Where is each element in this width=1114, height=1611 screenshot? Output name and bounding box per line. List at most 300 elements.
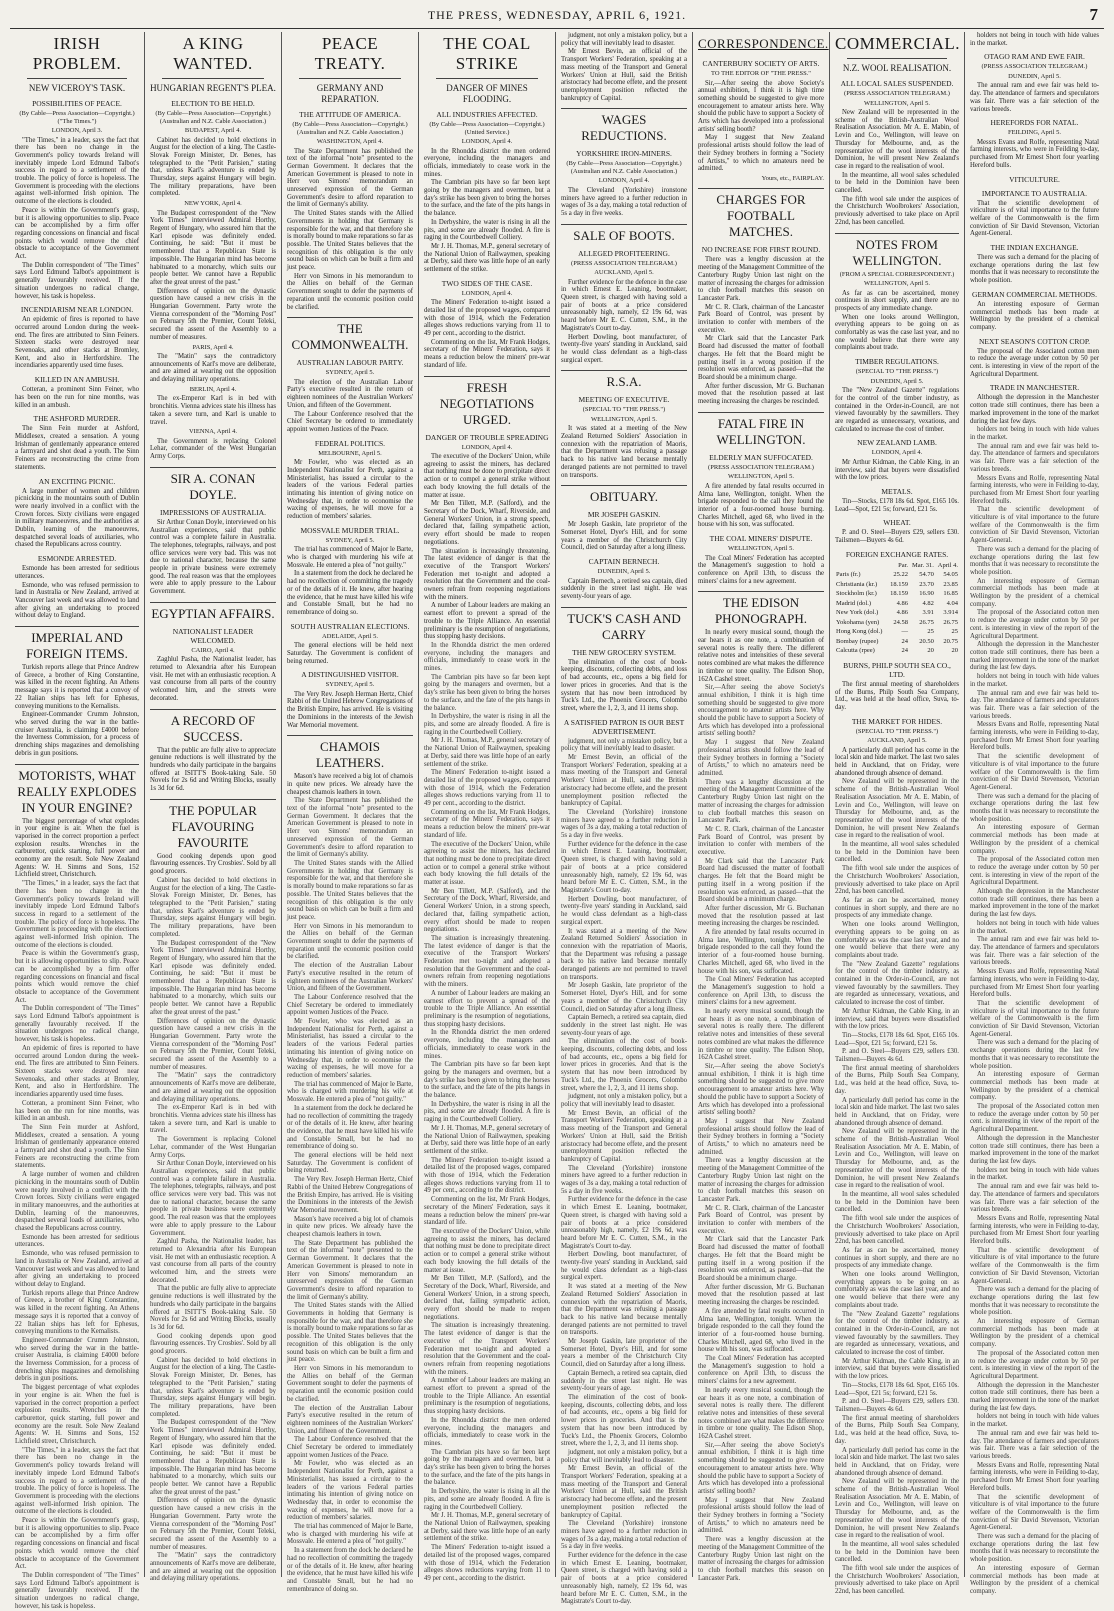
paragraph-continuation: Mr Ernest Bevin, an official of the Transport Workers' Federation, speaking at a mass meeting of the Transport and General Workers' Union at Hull, said the British aristocracy had become effete, and the present unemployment position reflected the bankruptcy of Capital. — [561, 1465, 687, 1519]
paragraph-continuation: Mason's have received a big lot of chamois in quite new prices. We already have the cheapest chamois leathers in town. — [287, 1215, 413, 1239]
paragraph: The "New Zealand Gazette" regulations for the control of the timber industry, as contained in the Order-in-Council, are not viewed favourably by the sawmillers. They are regarded as unnecessary, vexatious, and calculated to increase the cost of timber. — [835, 387, 959, 433]
headline-irish-problem: IRISH PROBLEM. — [32, 34, 122, 73]
dateline: LONDON, April 4. — [598, 177, 650, 185]
ad-tucks-text: The elimination of the cost of book-keeping, discounts, collecting debts, and loss of bad accounts, etc., opens a big field for lower prices in groceries. And that is the system that has now been introduced by Tuck's Ltd., the Phoenix Grocers, Colombo street, where the 1, 2, 3, and 11 items shop. — [561, 658, 687, 712]
table-header-cell — [835, 561, 887, 571]
paragraph-continuation: Mr J. H. Thomas, M.P., general secretary of the National Union of Railwaymen, speaking at Derby, said there was little hope of an early settlement of the strike. — [424, 1512, 550, 1543]
table-cell: 24 — [901, 647, 909, 655]
paragraph-continuation: Turkish reports allege that Prince Andrew of Greece, a brother of King Constantine, was killed in the recent fighting. An Athens message says it is reported that a convoy of 22 Italian ships has left for Ephesus, conveying munitions to the Kemalists. — [15, 1289, 139, 1336]
paragraph: Mr C. R. Clark, chairman of the Lancaster Park Board of Control, was present by invitation to confer with members of the executive. — [698, 303, 824, 334]
paragraph-continuation: Mr Ben Tillett, M.P. (Salford), and the Secretary of the Dock, Wharf, Riverside, and General Workers' Union, in a strong speech, declared that, failing sympathetic action, every effort should be made to reopen negotiations. — [424, 1275, 550, 1321]
column-4 — [419, 32, 556, 1582]
subhead: NEW VICEROY'S TASK. — [28, 83, 126, 93]
paragraph-continuation: Tin—Stocks, £178 18s 6d. Spot, £165 10s. Lead—Spot, £21 5s; forward, £21 5s. — [835, 1031, 959, 1047]
paragraph: A fire attended by fatal results occurred in Alma lane, Wellington, tonight. When the brigade responded to the call they found the interior of a four-roomed house burning. Charles Mitchell, aged 68, who lived in the house with his son, was suffocated. — [698, 482, 824, 529]
paragraph-continuation: The proposal of the Associated cotton men to reduce the average under cotton by 50 per cent. is interesting in view of the report of the Agricultural Department. — [970, 1103, 1099, 1134]
credit-line: (PRESS ASSOCIATION TELEGRAM.) — [571, 259, 677, 267]
credit-line: (By Cable—Press Association—Copyright.) ("The Times.") — [19, 110, 135, 125]
paragraph-continuation: The Cleveland (Yorkshire) ironstone miners have agreed to a further reduction in wages of 3s a day, making a total reduction of 5s a day in five weeks. — [561, 1520, 687, 1551]
section-headline-fatal-fire: FATAL FIRE IN WELLINGTON. — [698, 412, 824, 448]
table-row — [835, 608, 959, 618]
paragraph-continuation: The trial has commenced of Major le Barte, who is charged with murdering his wife at Mossvale. He entered a plea of "not guilty." — [287, 1523, 413, 1546]
paragraph: Sir,—After seeing the above Society's annual exhibition, I think it is high time something should be suggested to give more encouragement to amateur artists here. Why should the public have to support a Society of Arts which has developed into a professional artists' selling booth? — [698, 79, 824, 133]
subhead: POSSIBILITIES OF PEACE. — [32, 99, 122, 108]
table-cell: 24.58 — [893, 618, 909, 626]
paragraph-continuation: The "Matin" says the contradictory announcements of Karl's move are deliberate, and are aimed at wearing out the opposition and delaying military operations. — [150, 1072, 276, 1103]
paragraph: The general elections will be held next Saturday. The Government is confident of being returned. — [287, 642, 413, 665]
section-title: A DISTINGUISHED VISITOR. — [301, 670, 399, 680]
subhead: NO INCREASE FOR FIRST ROUND. — [701, 245, 821, 255]
paragraph: As far as can be ascertained, money continues in short supply, and there are no prospects of any immediate change. — [835, 289, 959, 312]
column-1 — [10, 32, 145, 1610]
paragraph-continuation: Messrs Evans and Rolfe, representing Natal farming interests, who were in Feilding to-day, purchased from Mr Ernest Short four yearling Hereford bulls. — [970, 721, 1099, 752]
credit-line: (By Cable—Press Association—Copyright.) (Australian and N.Z. Cable Association.) — [292, 121, 408, 136]
paragraph-continuation: Cabinet has decided to hold elections in August for the election of a king. The Castle-Slovak Foreign Minister, Dr. Benes, has telegraphed to the "Petit Parisien," stating that, unless Karl's adventure is ended by Thursday, steps against Hungary will begin. The military preparations, have been completed. — [150, 876, 276, 938]
paragraph: The first annual meeting of shareholders of the Burns, Philp South Sea Company, Ltd., was held at the head office, Suva, to-day. — [835, 680, 959, 711]
paragraph-continuation: Herr von Simons in his memorandum to the Allies on behalf of the German Government sought to defer the payments of reparation until the economic position could be clarified. — [287, 922, 413, 961]
paragraph-continuation: Esmonde has been arrested for seditious utterances. — [15, 1233, 139, 1249]
paragraph: P. and O. Steel—Buyers £29, sellers £30. Tailsmen—Buyers 4s 6d. — [835, 529, 959, 545]
section-title: THE ASHFORD MURDER. — [33, 414, 121, 424]
paragraph: Zaghlul Pasha, the Nationalist leader, has returned to Alexandria after his European visit. He met with an enthusiastic reception. A vast concourse from all parts of the country welcomed him, and the streets were decorated. — [150, 656, 276, 702]
paragraph: Cabinet has decided to hold elections in August for the election of a king. The Castle-Slovak Foreign Minister, Dr. Benes, has telegraphed to the "Petit Parisien," stating that, unless Karl's adventure is ended by Thursday, steps against Hungary will begin. The military preparations, have been completed. — [150, 136, 276, 198]
subhead: NATIONALIST LEADER WELCOMED. — [172, 626, 254, 645]
paragraph-continuation: Herbert Dowling, boot manufacturer, of twenty-five years' standing in Auckland, said he would class defendant as a high-class surgical expert. — [561, 1251, 687, 1282]
paragraph-continuation: Messrs Evans and Rolfe, representing Natal farming interests, who were in Feilding to-day, purchased from Mr Ernest Short four yearling Hereford bulls. — [970, 474, 1099, 505]
paragraph: Herbert Dowling, boot manufacturer, of twenty-five years' standing in Auckland, said he would class defendant as a high-class surgical expert. — [561, 333, 687, 364]
paragraph-continuation: The "Matin" says the contradictory announcements of Karl's move are deliberate, and are aimed at wearing out the opposition and delaying military operations. — [150, 1552, 276, 1583]
credit-line: (By Cable—Press Association—Copyright.) (United Service.) — [429, 121, 545, 136]
paragraph-continuation: As far as can be ascertained, money continues in short supply, and there are no prospects of any immediate change. — [835, 896, 959, 920]
paragraph-continuation: That the scientific development of viticulture is of vital importance to the future welfare of the Commonwealth is the firm conviction of Sir David Stevenson, Victorian Agent-General. — [970, 753, 1099, 791]
paragraph-continuation: An interesting exposure of German commercial methods has been made at Wellington by the president of a chemical company. — [970, 824, 1099, 855]
subhead: AUSTRALIAN LABOUR PARTY. — [296, 358, 404, 368]
table-cell: — — [901, 628, 909, 636]
paragraph-continuation: The biggest percentage of what explodes in your engine is air. When the fuel is vaporised in the correct proportion a perfect explosion results. Wrenches in the carburettor, quick starting, full power and economy are the result. Sole New Zealand Agents: W. H. Simms and Sons, 152 Lichfield street, Christchurch. — [15, 1384, 139, 1446]
paragraph-continuation: The Budapest correspondent of the "New York Times" interviewed Admiral Horthy, Regent of Hungary, who assured him that the Karl episode was definitely ended. Continuing, he said: "But it must be remembered that a Republican State is impossible. The Hungarian mind has become habituated to a monarchy, which suits our people better. We cannot have a Republic after the great unrest of the past." — [150, 1419, 276, 1496]
paragraph-continuation: Although the depression in the Manchester cotton trade still continues, there has been a marked improvement in the tone of the market during the last few days. — [970, 641, 1099, 672]
section-headline-conan-doyle: SIR A. CONAN DOYLE. — [150, 467, 276, 503]
paragraph: The United States stands with the Allied Governments in holding that Germany is responsible for the war, and that therefore she is morally bound to make reparations so far as possible. The United States believes that the recognition of this obligation is the only sound basis on which can be built a firm and just peace. — [287, 210, 413, 272]
ad-edison-text: In nearly every musical sound, though the ear hears it as one note, a combination of several notes is really there. The different relative notes and intensities of these several notes combined are what makes the difference in timbre or tone quality. The Edison Shop, 162A Cashel street. — [698, 629, 824, 683]
paragraph-continuation: When one looks around Wellington, everything appears to be going on as comfortably as was the case last year, and no one would believe that there were any complaints about trade. — [835, 921, 959, 959]
section-title: TIMBER REGULATIONS. — [855, 357, 939, 367]
section-title: BURNS, PHILP SOUTH SEA CO., LTD. — [843, 660, 951, 679]
paragraph-continuation: The Labour Conference resolved that the Chief Secretary be ordered to immediately appoint women Justices of the Peace. — [287, 993, 413, 1017]
column-5 — [556, 32, 693, 1606]
paragraph-continuation: There was such a demand for the placing of exchange operations during the last few months that it was necessary to reconstitute the whole position. — [970, 1286, 1099, 1317]
paragraph-continuation: In Derbyshire, the water is rising in all the pits, and some are already flooded. A fire is raging in the Courtbedwell Colliery. — [424, 713, 550, 736]
dateline: SYDNEY, April 5. — [325, 681, 375, 689]
table-cell: 3.91 — [922, 609, 934, 617]
paragraph-continuation: The proposal of the Associated cotton men to reduce the average under cotton by 50 per cent. is interesting in view of the report of the Agricultural Department. — [970, 609, 1099, 640]
paragraph: holders not being in touch with hide values in the market. — [970, 32, 1099, 47]
paragraph: The State Department has published the text of the informal "note" presented to the German Government. It declares that the American Government is pleased to note in Herr von Simons' memorandum an unreserved expression of the German Government's desire to afford reparation to the limit of Germany's ability. — [287, 147, 413, 209]
subhead: CANTERBURY SOCIETY OF ARTS. — [702, 59, 820, 68]
paragraph-continuation: The fifth wool sale under the auspices of the Christchurch Woolbrokers' Association, previously advertised to take place on April 22nd, has been cancelled. — [835, 1565, 959, 1596]
paragraph-continuation: The Miners' Federation to-night issued a detailed list of the proposed wages, compared with those of 1914, which the Federation alleges shows reductions varying from 11 to 49 per cent., according to the district. — [424, 769, 550, 808]
paragraph-continuation: Commenting on the list, Mr Frank Hodges, secretary of the Miners' Federation, says it means a reduction below the miners' pre-war standard of life. — [424, 808, 550, 839]
paragraph: The Cleveland (Yorkshire) ironstone miners have agreed to a further reduction in wages of 3s a day, making a total reduction of 5s a day in five weeks. — [561, 186, 687, 217]
dateline: SYDNEY, April 5. — [325, 369, 375, 377]
ad-chamois-title: CHAMOIS LEATHERS. — [287, 735, 413, 771]
paragraph-continuation: Sir,—After seeing the above Society's annual exhibition, I think it is high time something should be suggested to give more encouragement to amateur artists here. Why should the public have to support a Society of Arts which has developed into a professional artists' selling booth? — [698, 1063, 824, 1117]
ad-record-text: That the public are fully alive to appreciate genuine reductions is well illustrated by the hundreds who daily participate in the bargains offered at ISITT'S Book-taking Sale. 50 Novels for 2s 6d and Writing Blocks, usually 1s 3d for 6d. — [150, 746, 276, 793]
credit-line: (PRESS ASSOCIATION TELEGRAM.) — [708, 463, 814, 471]
paragraph: Peace is within the Government's grasp, but it is allowing opportunities to slip. Peace can be accomplished by a firm offer regarding concessions on financial and fiscal points which would remove the chief obstacle to acceptance of the Government Act. — [15, 206, 139, 261]
body-text-filler — [698, 684, 824, 1582]
section-title: FOREIGN EXCHANGE RATES. — [845, 549, 949, 559]
paragraph-continuation: An interesting exposure of German commercial methods has been made at Wellington by the president of a chemical company. — [970, 1071, 1099, 1102]
paragraph-continuation: In the Rhondda district the men ordered everyone, including the managers and officials, immediately to cease work in the mines. — [424, 1416, 550, 1447]
paragraph-continuation: Commenting on the list, Mr Frank Hodges, secretary of the Miners' Federation, says it means a reduction below the miners' pre-war standard of life. — [424, 1196, 550, 1227]
paragraph-continuation: Captain Bernech, a retired sea captain, died suddenly in the street last night. He was seventy-four years of age. — [561, 1369, 687, 1393]
paragraph-continuation: May I suggest that New Zealand professional artists should follow the lead of their Sydney brothers in forming a "Society of Artists," to which no amateurs need be admitted. — [698, 739, 824, 777]
paragraph-continuation: The proposal of the Associated cotton men to reduce the average under cotton by 50 per cent. is interesting in view of the report of the Agricultural Department. — [970, 1349, 1099, 1380]
paragraph-continuation: A number of Labour leaders are making an earnest effort to prevent a spread of the trouble to the Triple Alliance. An essential preliminary is the resumption of negotiations, thus stopping hasty decisions. — [424, 989, 550, 1028]
paragraph-continuation: In the meantime, all wool sales scheduled to be held in the Dominion have been cancelled. — [835, 1191, 959, 1214]
paragraph-continuation: Peace is within the Government's grasp, but it is allowing opportunities to slip. Peace can be accomplished by a firm offer regarding concessions on financial and fiscal points which would remove the chief obstacle to acceptance of the Government Act. — [15, 950, 139, 1004]
section-title: METALS. — [881, 487, 913, 496]
paragraph-continuation: In the meantime, all wool sales scheduled to be held in the Dominion have been cancelled. — [835, 841, 959, 864]
paragraph-continuation: The United States stands with the Allied Governments in holding that Germany is responsible for the war, and that therefore she is morally bound to make reparations so far as possible. The United States believes that the recognition of this obligation is the only sound basis on which can be built a firm and just peace. — [287, 860, 413, 921]
paragraph: The election of the Australian Labour Party's executive resulted in the return of eighteen nominees of the Australian Workers' Union, and fifteen of the Government. — [287, 378, 413, 409]
paragraph-continuation: Good cooking depends upon good flavouring essences. Try Crosbies'. Sold by all good grocers. — [150, 1332, 276, 1356]
paragraph: An epidemic of fires is reported to have occurred around London during the week-end. The fires are attributed to Sinn Feiners. Sixteen stacks were destroyed near Sevenoaks, and other stacks at Bromley, Kent, and also in Hertfordshire. The incendiaries apparently used time fuses. — [15, 316, 139, 370]
paragraph-continuation: That the scientific development of viticulture is of vital importance to the future welfare of the Commonwealth is the firm conviction of Sir David Stevenson, Victorian Agent-General. — [970, 1493, 1099, 1532]
paragraph-continuation: holders not being in touch with hide values in the market. — [970, 673, 1099, 688]
dateline: DUNEDIN, April 5. — [597, 568, 651, 576]
credit-line: TO THE EDITOR OF "THE PRESS." — [711, 70, 811, 77]
paragraph-continuation: The general elections will be held next Saturday. The Government is confident of being returned. — [287, 1152, 413, 1175]
ad-motorists-text: The biggest percentage of what explodes in your engine is air. When the fuel is vaporised in the correct proportion a perfect explosion results. Wrenches in the carburettor, quick starting, full power and economy are the result. Sole New Zealand Agents: W. H. Simms and Sons, 152 Lichfield street, Christchurch. — [15, 817, 139, 879]
paragraph-continuation: Further evidence for the defence in the case in which Ernest E. Leaning, bootmaker, Queen street, is charged with having sold a pair of boots at a price considered unreasonably high, namely, £2 19s 6d, was heard before Mr E. C. Cutten, S.M., in the Magistrate's Court to-day. — [561, 1552, 687, 1606]
paragraph-continuation: The ex-Emperor Karl is in bed with bronchitis. Vienna advices state his illness has taken a severe turn, and Karl is unable to travel. — [150, 1104, 276, 1135]
dateline: BUDAPEST, April 4. — [184, 127, 242, 134]
paragraph: Turkish reports allege that Prince Andrew of Greece, a brother of King Constantine, was killed in the recent fighting. An Athens message says it is reported that a convoy of 22 Italian ships has left for Ephesus, conveying munitions to the Kemalists. — [15, 664, 139, 710]
subhead: IMPORTANCE TO AUSTRALIA. — [981, 188, 1088, 198]
section-title: VITICULTURE. — [1009, 174, 1060, 184]
paragraph-continuation: A particularly dull period has come in the local skin and hide market. The last two sales held in Auckland, that on Friday, were abandoned through absence of demand. — [835, 1096, 959, 1127]
headline-coal-strike: THE COAL STRIKE — [443, 34, 531, 73]
table-row — [835, 589, 959, 599]
paragraph-continuation: The situation is increasingly threatening. The latest evidence of danger is that the executive of the Transport Workers' Federation met to-night and adopted a resolution that the Government and the coal-owners refrain from reopening negotiations with the miners. — [424, 1322, 550, 1376]
paragraph-continuation: Sir,—After seeing the above Society's annual exhibition, I think it is high time something should be suggested to give more encouragement to amateur artists here. Why should the public have to support a Society of Arts which has developed into a professional artists' selling booth? — [698, 684, 824, 738]
paragraph: Tin—Stocks, £178 18s 6d. Spot, £165 10s. Lead—Spot, £21 5s; forward, £21 5s. — [835, 498, 959, 513]
paragraph: Mr Arthur Kidman, the Cable King, in an interview, said that buyers were dissatisfied with the low prices. — [835, 458, 959, 482]
paragraph: Esmonde has been arrested for seditious utterances. — [15, 565, 139, 580]
headline-correspondence: CORRESPONDENCE. — [698, 36, 829, 51]
subhead: DANGER OF TROUBLE SPREADING — [425, 432, 549, 442]
paragraph-continuation: New Zealand will be represented in the scheme of the British-Australian Wool Realisation Association. Mr A. E. Mabin, of Levin and Co., Wellington, will leave on Thursday for Melbourne, and, as the representative of the wool interests of the Dominion, he will present New Zealand's case in regard to the realisation of wool. — [835, 1128, 959, 1190]
table-row — [835, 599, 959, 609]
subhead: THE ATTITUDE OF AMERICA. — [299, 110, 401, 119]
subhead: ALL LOCAL SALES SUSPENDED. — [840, 79, 954, 88]
paragraph-continuation: That the scientific development of viticulture is of vital importance to the future welfare of the Commonwealth is the firm conviction of Sir David Stevenson, Victorian Agent-General. — [970, 999, 1099, 1038]
credit-line: (PRESS ASSOCIATION TELEGRAM.) — [844, 90, 950, 97]
paragraph-continuation: Peace is within the Government's grasp, but it is allowing opportunities to slip. Peace can be accomplished by a firm offer regarding concessions on financial and fiscal points which would remove the chief obstacle to acceptance of the Government Act. — [15, 1517, 139, 1571]
dateline: PARIS, April 4. — [192, 343, 234, 351]
paragraph-continuation: Differences of opinion on the dynastic question have caused a new crisis in the Hungarian Government. Party wrote the Vienna correspondent of the "Morning Post" on February 5th the Premier, Count Teleki, secured the assent of the Assembly to a number of measures. — [150, 1017, 276, 1071]
paragraph-continuation: A particularly dull period has come in the local skin and hide market. The last two sales held in Auckland, that on Friday, were abandoned through absence of demand. — [835, 1446, 959, 1477]
body-text-filler — [287, 797, 413, 1593]
paragraph-continuation: The first annual meeting of shareholders of the Burns, Philp South Sea Company, Ltd., was held at the head office, Suva, to-day. — [835, 1064, 959, 1095]
table-header-cell: Par. — [898, 561, 909, 569]
dateline: CAIRO, April 4. — [191, 646, 235, 654]
paragraph-continuation: judgment, not only a mistaken policy, but a policy that will inevitably lead to disaster. — [561, 1448, 687, 1464]
paragraph: The Very Rev. Joseph Herman Hertz, Chief Rabbi of the United Hebrew Congregations of the British Empire, has arrived. He is visiting the Dominions in the interests of the Jewish War Memorial movement. — [287, 690, 413, 729]
paragraph-continuation: The Cambrian pits have so far been kept going by the managers and overmen, but a day's strike has been given to bring the horses to the surface, and the fate of the pits hangs in the balance. — [424, 1448, 550, 1487]
paragraph-continuation: An epidemic of fires is reported to have occurred around London during the week-end. The fires are attributed to Sinn Feiners. Sixteen stacks were destroyed near Sevenoaks, and other stacks at Bromley, Kent, and also in Hertfordshire. The incendiaries apparently used time fuses. — [15, 1044, 139, 1099]
paragraph-continuation: Messrs Evans and Rolfe, representing Natal farming interests, who were in Feilding to-day, purchased from Mr Ernest Short four yearling Hereford bulls. — [970, 968, 1099, 999]
paragraph: Mr J. H. Thomas, M.P., general secretary of the National Union of Railwaymen, speaking at Derby, said there was little hope of an early settlement of the strike. — [424, 242, 550, 274]
paragraph: In Derbyshire, the water is rising in all the pits, and some are already flooded. A fire is raging in the Courtbedwell Colliery. — [424, 218, 550, 242]
ad-tucks-subtitle: THE NEW GROCERY SYSTEM. — [572, 647, 676, 657]
paragraph-continuation: It was stated at a meeting of the New Zealand Returned Soldiers' Association in connexion with the repatriation of Maoris, that the Department was refusing a passage back to his native land because mentally deranged patients are not permitted to travel on transports. — [561, 927, 687, 981]
paragraph-continuation: There was such a demand for the placing of exchange operations during the last few months that it was necessary to reconstitute the whole position. — [970, 1039, 1099, 1070]
paragraph-continuation: The fifth wool sale under the auspices of the Christchurch Woolbrokers' Association, previously advertised to take place on April 22nd, has been cancelled. — [835, 865, 959, 896]
paragraph-continuation: The executive of the Dockers' Union, while agreeing to assist the miners, has declared that nothing must be done to precipitate direct action or to compel a general strike without each body knowing the full details of the matter at issue. — [424, 840, 550, 887]
table-header-cell: Mar. 31. — [912, 561, 934, 569]
paragraph: The Cambrian pits have so far been kept going by the managers and overmen, but a day's strike has been given to bring the horses to the surface, and the fate of the pits hangs in the balance. — [424, 179, 550, 218]
paragraph-continuation: Mr Arthur Kidman, the Cable King, in an interview, said that buyers were dissatisfied with the low prices. — [835, 1007, 959, 1031]
paragraph-continuation: The annual ram and ewe fair was held to-day. The attendance of farmers and speculators was fair. There was a fair selection of the various breeds. — [970, 1183, 1099, 1214]
paragraph-continuation: Mr Fowler, who was elected as an Independent Nationalist for Perth, against a Ministerialist, has issued a circular to the leaders of the various Federal parties intimating his intention of giving notice on Wednesday that, in order to economise the waxing of expenses, he will move for a reduction of members' salaries. — [287, 1460, 413, 1522]
dateline: AUCKLAND, April 5. — [867, 737, 927, 745]
paragraph-continuation: There was a lengthy discussion at the meeting of the Management Committee of the Canterbury Rugby Union last night on the matter of increasing the charges for admission to club football matches this season on Lancaster Park. — [698, 778, 824, 825]
paragraph-continuation: The Coal Miners' Federation has accepted the Management's suggestion to hold a conference on April 13th, to discuss the miners' claims for a new agreement. — [698, 1355, 824, 1386]
paragraph-continuation: The Sinn Fein murder at Ashford, Middlesex, created a sensation. A young Irishman of gentlemanly appearance entered a farmyard and shot dead a youth. The Sinn Feiners are reconstructing the crime from statements. — [15, 1123, 139, 1170]
paragraph-continuation: Mr Arthur Kidman, the Cable King, in an interview, said that buyers were dissatisfied with the low prices. — [835, 1357, 959, 1381]
section-headline-egyptian: EGYPTIAN AFFAIRS. — [150, 602, 276, 622]
paragraph-continuation: In nearly every musical sound, though the ear hears it as one note, a combination of several notes is really there. The different relative notes and intensities of these several notes combined are what makes the difference in timbre or tone quality. The Edison Shop, 162A Cashel street. — [698, 1386, 824, 1441]
paragraph-continuation: Engineer-Commander Crumm Johnston, who served during the war in the battle-cruiser Australia, is claiming £4000 before the Inverness Commission, for a process of drenching ships magazines and demolishing debris in gun positions. — [15, 1336, 139, 1383]
ad-motorists-title: MOTORISTS, WHAT REALLY EXPLODES IN YOUR ENGINE? — [15, 764, 139, 816]
paragraph-continuation: The Miners' Federation to-night issued a detailed list of the proposed wages, compared with those of 1914, which the Federation alleges shows reductions varying from 11 to 49 per cent., according to the district. — [424, 1544, 550, 1582]
table-cell: 24 — [901, 637, 909, 645]
table-cell: Paris (fr.) — [836, 571, 861, 579]
paragraph: Messrs Evans and Rolfe, representing Natal farming interests, who were in Feilding to-day, purchased from Mr Ernest Short four yearling Hereford bulls. — [970, 138, 1099, 169]
dateline: WELLINGTON, April 5. — [728, 473, 794, 481]
paragraph-continuation: Mr J. H. Thomas, M.P., general secretary of the National Union of Railwaymen, speaking at Derby, said there was little hope of an early settlement of the strike. — [424, 737, 550, 768]
paragraph-continuation: Cotteran, a prominent Sinn Feiner, who has been on the run for nine months, was killed in an ambush. — [15, 1099, 139, 1123]
paragraph-continuation: Mr Ernest Bevin, an official of the Transport Workers' Federation, speaking at a mass meeting of the Transport and General Workers' Union at Hull, said the British aristocracy had become effete, and the present unemployment position reflected the bankruptcy of Capital. — [561, 1109, 687, 1163]
section-headline-commonwealth: THE COMMONWEALTH. — [287, 317, 413, 353]
paragraph: The Government is replacing Colonel Lehar, commander of the West Hungarian Army Corps. — [150, 437, 276, 461]
credit-line: (SPECIAL TO "THE PRESS.") — [582, 406, 666, 414]
table-cell: 25 — [951, 628, 958, 636]
table-cell: 16.90 — [919, 590, 934, 598]
paragraph-continuation: That the scientific development of viticulture is of vital importance to the future welfare of the Commonwealth is the firm conviction of Sir David Stevenson, Victorian Agent-General. — [970, 506, 1099, 545]
dateline: WELLINGTON, April 5. — [591, 415, 657, 423]
table-header-cell: April 4. — [937, 561, 958, 569]
dateline: LONDON, April 4. — [871, 449, 923, 457]
paragraph-continuation: Mr Clark said that the Lancaster Park Board had discussed the matter of football charges. He felt that the Board might be putting itself in a wrong position if the resolution was enforced, as passed—that the Board should be a minimum charge. — [698, 1236, 824, 1282]
section-title: INCENDIARISM NEAR LONDON. — [20, 305, 134, 315]
paragraph-continuation: In nearly every musical sound, though the ear hears it as one note, a combination of several notes is really there. The different relative notes and intensities of these several notes combined are what makes the difference in timbre or tone quality. The Edison Shop, 162A Cashel street. — [698, 1008, 824, 1062]
paragraph: An interesting exposure of German commercial methods has been made at Wellington by the president of a chemical company. — [970, 300, 1099, 331]
paragraph-continuation: A fire attended by fatal results occurred in Alma lane, Wellington, tonight. When the brigade responded to the call they found the interior of a four-roomed house burning. Charles Mitchell, aged 68, who lived in the house with his son, was suffocated. — [698, 1307, 824, 1354]
credit-line: (By Cable—Press Association—Copyright.) (Australian and N.Z. Cable Association.) — [566, 160, 682, 175]
paragraph: In the Rhondda district the men ordered everyone, including the managers and officials, immediately to cease work in the mines. — [424, 147, 550, 178]
paragraph-continuation: In a statement from the dock he declared he had no recollection of committing the tragedy or of the details of it. He knew, after hearing the evidence, that he must have killed his wife and Constable Small, but he had no remembrance of doing so. — [287, 1104, 413, 1151]
paragraph-continuation: The situation is increasingly threatening. The latest evidence of danger is that the executive of the Transport Workers' Federation met to-night and adopted a resolution that the Government and the coal-owners refrain from reopening negotiations with the miners. — [424, 934, 550, 989]
paragraph: Captain Bernech, a retired sea captain, died suddenly in the street last night. He was seventy-four years of age. — [561, 577, 687, 601]
paragraph-continuation: The elimination of the cost of book-keeping, discounts, collecting debts, and loss of bad accounts, etc., opens a big field for lower prices in groceries. And that is the system that has now been introduced by Tuck's Ltd., the Phoenix Grocers, Colombo street, where the 1, 2, 3, and 11 items shop. — [561, 1394, 687, 1448]
dateline: WELLINGTON, April 5. — [864, 99, 930, 107]
paragraph: May I suggest that New Zealand professional artists should follow the lead of their Sydney brothers in forming a "Society of Artists," to which no amateurs need be admitted. — [698, 134, 824, 173]
paragraph-continuation: As far as can be ascertained, money continues in short supply, and there are no prospects of any immediate change. — [835, 1246, 959, 1270]
paragraph-continuation: Messrs Evans and Rolfe, representing Natal farming interests, who were in Feilding to-day, purchased from Mr Ernest Short four yearling Hereford bulls. — [970, 1214, 1099, 1246]
paragraph: A number of Labour leaders are making an earnest effort to prevent a spread of the trouble to the Triple Alliance. An essential preliminary is the resumption of negotiations, thus stopping hasty decisions. — [424, 602, 550, 641]
paragraph-continuation: Esmonde, who was refused permission to land in Australia or New Zealand, arrived at Vancouver last week and was allowed to land after giving an undertaking to proceed without delay to England. — [15, 1250, 139, 1288]
paragraph-continuation: A large number of women and children picnicking in the mountains south of Dublin were nearly involved in a conflict with the Crown forces. Sixty civilians were engaged in military manoeuvres, and the authorities at Dublin, learning of the manoeuvres, despatched several loads of auxiliaries, who chased the Republicans across country. — [15, 1171, 139, 1233]
dateline: DUNEDIN, April 5. — [1008, 72, 1061, 80]
paragraph-continuation: That the public are fully alive to appreciate genuine reductions is well illustrated by the hundreds who daily participate in the bargains offered at ISITT'S Book-taking Sale. 50 Novels for 2s 6d and Writing Blocks, usually 1s 3d for 6d. — [150, 1285, 276, 1331]
paragraph-continuation: The Very Rev. Joseph Herman Hertz, Chief Rabbi of the United Hebrew Congregations of the British Empire, has arrived. He is visiting the Dominions in the interests of the Jewish War Memorial movement. — [287, 1176, 413, 1214]
paragraph-continuation: The Cleveland (Yorkshire) ironstone miners have agreed to a further reduction in wages of 3s a day, making a total reduction of 5s a day in five weeks. — [561, 808, 687, 840]
paragraph-continuation: There was such a demand for the placing of exchange operations during the last few months that it was necessary to reconstitute the whole position. — [970, 1533, 1099, 1564]
section-title: THE COAL MINERS' DISPUTE. — [709, 534, 813, 544]
paragraph-continuation: The Coal Miners' Federation has accepted the Management's suggestion to hold a conference on April 13th, to discuss the miners' claims for a new agreement. — [698, 976, 824, 1007]
subhead: YORKSHIRE IRON-MINERS. — [576, 149, 672, 159]
table-header-row — [835, 561, 959, 571]
table-cell: Yokohama (yen) — [836, 618, 880, 626]
paragraph-continuation: Differences of opinion on the dynastic question have caused a new crisis in the Hungarian Government. Party wrote the Vienna correspondent of the "Morning Post" on February 5th the Premier, Count Teleki, secured the assent of the Assembly to a number of measures. — [150, 1497, 276, 1551]
paragraph-continuation: The Cleveland (Yorkshire) ironstone miners have agreed to a further reduction in wages of 3s a day, making a total reduction of 5s a day in five weeks. — [561, 1164, 687, 1195]
paragraph-continuation: In Derbyshire, the water is rising in all the pits, and some are already flooded. A fire is raging in the Courtbedwell Colliery. — [424, 1488, 550, 1511]
subhead: CAPTAIN BERNECH. — [588, 557, 660, 567]
table-cell: 4.82 — [922, 599, 934, 607]
table-cell: 23.70 — [919, 580, 934, 588]
section-headline-obituary: OBITUARY. — [561, 485, 687, 505]
table-cell: 25 — [927, 628, 934, 636]
paragraph-continuation: An interesting exposure of German commercial methods has been made at Wellington by the president of a chemical company. — [970, 1318, 1099, 1349]
table-cell: Stockholm (kr.) — [836, 590, 877, 598]
table-cell: 20 — [951, 647, 958, 655]
paragraph-continuation: Mr C. R. Clark, chairman of the Lancaster Park Board of Control, was present by invitation to confer with members of the executive. — [698, 1204, 824, 1235]
section-headline-boots: SALE OF BOOTS. — [561, 224, 687, 244]
paragraph-continuation: The fifth wool sale under the auspices of the Christchurch Woolbrokers' Association, previously advertised to take place on April 22nd, has been cancelled. — [835, 1215, 959, 1246]
paragraph: Further evidence for the defence in the case in which Ernest E. Leaning, bootmaker, Queen street, is charged with having sold a pair of boots at a price considered unreasonably high, namely, £2 19s 6d, was heard before Mr E. C. Cutten, S.M., in the Magistrate's Court to-day. — [561, 278, 687, 332]
paragraph: The trial has commenced of Major le Barte, who is charged with murdering his wife at Mossvale. He entered a plea of "not guilty." — [287, 546, 413, 569]
table-cell: 18.159 — [890, 590, 909, 598]
subhead: MR JOSEPH GASKIN. — [587, 510, 661, 520]
section-title: AN EXCITING PICNIC. — [38, 476, 116, 486]
paragraph-continuation: Herr von Simons in his memorandum to the Allies on behalf of the German Government sought to defer the payments of reparation until the economic position could be clarified. — [287, 1365, 413, 1403]
paragraph-continuation: Tin—Stocks, £178 18s 6d. Spot, £165 10s. Lead—Spot, £21 5s; forward, £21 5s. — [835, 1381, 959, 1397]
section-headline-notes-wellington: NOTES FROM WELLINGTON. — [835, 233, 959, 269]
paragraph: Mr Joseph Gaskin, late proprietor of the Somerset Hotel, Dyer's Hill, and for some years a member of the Christchurch City Council, died on Saturday after a long illness. — [561, 521, 687, 552]
dateline: BERLIN, April 4. — [189, 385, 237, 393]
paragraph-continuation: The annual ram and ewe fair was held to-day. The attendance of farmers and speculators was fair. There was a fair selection of the various breeds. — [970, 1429, 1099, 1460]
paragraph-continuation: P. and O. Steel—Buyers £29, sellers £30. Tailsmen—Buyers 4s 6d. — [835, 1048, 959, 1064]
paragraph-continuation: When one looks around Wellington, everything appears to be going on as comfortably as was the case last year, and no one would believe that there were any complaints about trade. — [835, 1271, 959, 1309]
subhead: ALL INDUSTRIES AFFECTED. — [436, 110, 538, 119]
section-title: MOSSVALE MURDER TRIAL. — [300, 525, 400, 535]
table-cell: Madrid (dol.) — [836, 599, 872, 607]
table-row — [835, 627, 959, 637]
table-cell: 4.86 — [896, 599, 909, 607]
subhead: IMPRESSIONS OF AUSTRALIA. — [159, 507, 267, 517]
paragraph-continuation: An interesting exposure of German commercial methods has been made at Wellington by the president of a chemical company. — [970, 1564, 1099, 1595]
dateline: MELBOURNE, April 5. — [318, 449, 382, 457]
paragraph-continuation: New Zealand will be represented in the scheme of the British-Australian Wool Realisation Association. Mr A. E. Mabin, of Levin and Co., Wellington, will leave on Thursday for Melbourne, and, as the representative of the wool interests of the Dominion, he will present New Zealand's case in regard to the realisation of wool. — [835, 778, 959, 840]
ad-flavouring-title: THE POPULAR FLAVOURING FAVOURITE — [150, 799, 276, 851]
paragraph: It was stated at a meeting of the New Zealand Returned Soldiers' Association in connexion with the repatriation of Maoris, that the Department was refusing a passage back to his native land because mentally deranged patients are not permitted to travel on transports. — [561, 425, 687, 479]
paragraph-continuation: Although the depression in the Manchester cotton trade still continues, there has been a marked improvement in the tone of the market during the last few days. — [970, 1134, 1099, 1165]
body-text-filler — [150, 877, 276, 1583]
paragraph-continuation: The Budapest correspondent of the "New York Times" interviewed Admiral Horthy, Regent of Hungary, who assured him that the Karl episode was definitely ended. Continuing, he said: "But it must be remembered that a Republican State is impossible. The Hungarian mind has become habituated to a monarchy, which suits our people better. We cannot have a Republic after the great unrest of the past." — [150, 939, 276, 1016]
paragraph-continuation: The election of the Australian Labour Party's executive resulted in the return of eighteen nominees of the Australian Workers' Union, and fifteen of the Government. — [287, 962, 413, 993]
dateline: LONDON, April 3. — [51, 127, 103, 134]
dateline: LONDON, April 4. — [461, 443, 513, 451]
credit-line: (SPECIAL TO "THE PRESS.") — [855, 727, 939, 735]
section-headline-fresh-negotiations: FRESH NEGOTIATIONS URGED. — [424, 376, 550, 428]
paragraph: The "Matin" says the contradictory announcements of Karl's move are deliberate, and are aimed at wearing out the opposition and delaying military operations. — [150, 353, 276, 384]
table-row — [835, 570, 959, 580]
table-cell: 20 — [927, 647, 934, 655]
paragraph-continuation: New Zealand will be represented in the scheme of the British-Australian Wool Realisation Association. Mr A. E. Mabin, of Levin and Co., Wellington, will leave on Thursday for Melbourne, and, as the representative of the wool interests of the Dominion, he will present New Zealand's case in regard to the realisation of wool. — [835, 1478, 959, 1540]
masthead — [10, 4, 1104, 29]
paragraph: The situation is increasingly threatening. The latest evidence of danger is that the executive of the Transport Workers' Federation met to-night and adopted a resolution that the Government and the coal-owners refrain from reopening negotiations with the miners. — [424, 547, 550, 601]
paragraph: Commenting on the list, Mr Frank Hodges, secretary of the Miners' Federation, says it means a reduction below the miners' pre-war standard of life. — [424, 338, 550, 369]
paragraph-continuation: The Miners' Federation to-night issued a detailed list of the proposed wages, compared with those of 1914, which the Federation alleges shows reductions varying from 11 to 49 per cent., according to the district. — [424, 1156, 550, 1195]
subhead: GERMANY AND REPARATION. — [316, 83, 384, 104]
paragraph-continuation: The Government is replacing Colonel Lehar, commander of the West Hungarian Army Corps. — [150, 1136, 276, 1159]
paragraph-continuation: holders not being in touch with hide values in the market. — [970, 1413, 1099, 1429]
paragraph-continuation: holders not being in touch with hide values in the market. — [970, 426, 1099, 441]
dateline: AUCKLAND, April 5. — [594, 269, 654, 277]
credit-line: (PRESS ASSOCIATION TELEGRAM.) — [981, 63, 1088, 71]
paragraph-continuation: May I suggest that New Zealand professional artists should follow the lead of their Sydney brothers in forming a "Society of Artists," to which no amateurs need be admitted. — [698, 1117, 824, 1156]
ad-edison-title: THE EDISON PHONOGRAPH. — [698, 591, 824, 627]
paragraph-continuation: There was a lengthy discussion at the meeting of the Management Committee of the Canterbury Rugby Union last night on the matter of increasing the charges for admission to club football matches this season on Lancaster Park. — [698, 1157, 824, 1203]
dateline: SYDNEY, April 5. — [325, 536, 375, 544]
masthead-title: THE PRESS, WEDNESDAY, APRIL 6, 1921. — [427, 8, 687, 22]
headline-commercial: COMMERCIAL. — [835, 34, 960, 53]
paragraph: The annual ram and ewe fair was held to-day. The attendance of farmers and speculators was fair. There was a fair selection of the various breeds. — [970, 82, 1099, 113]
column-6 — [693, 32, 830, 1582]
table-cell: New York (dol.) — [836, 609, 879, 617]
paragraph: There was such a demand for the placing of exchange operations during the last few months that it was necessary to reconstitute the whole position. — [970, 254, 1099, 285]
paragraph: After further discussion, Mr G. Buchanan moved that the resolution passed at last meeting increasing the charges be rescinded. — [698, 382, 824, 406]
paragraph-continuation: "The Times," in a leader, says the fact that there has been no change in the Government's policy towards Ireland will inevitably impede Lord Edmund Talbot's success in regard to a settlement of the trouble. The policy of force is hopeless. The Government is proceeding with the elections against well-informed Irish opinion. The outcome of the elections is clouded. — [15, 880, 139, 949]
section-title: NEXT SEASON'S COTTON CROP. — [978, 336, 1091, 346]
dateline: FEILDING, April 5. — [1007, 129, 1062, 137]
paragraph-continuation: The "New Zealand Gazette" regulations for the control of the timber industry, as contained in the Order-in-Council, are not viewed favourably by the sawmillers. They are regarded as unnecessary, vexatious, and calculated to increase the cost of timber. — [835, 960, 959, 1007]
paragraph-continuation: The United States stands with the Allied Governments in holding that Germany is responsible for the war, and that therefore she is morally bound to make reparations so far as possible. The United States believes that the recognition of this obligation is the only sound basis on which can be built a firm and just peace. — [287, 1302, 413, 1364]
table-cell: 18.159 — [890, 580, 909, 588]
paragraph-continuation: Sir Arthur Conan Doyle, interviewed on his Australian experiences, said that public control was a complete failure in Australia. The telephones, telegraphs, railways, and post office services were very bad. This was not due to national character, because the same people in private business were extremely good. The real reason was that the employees were able to apply pressure to the Labour Government. — [150, 1160, 276, 1237]
paragraph-continuation: The elimination of the cost of book-keeping, discounts, collecting debts, and loss of bad accounts, etc., opens a big field for lower prices in groceries. And that is the system that has now been introduced by Tuck's Ltd., the Phoenix Grocers, Colombo street, where the 1, 2, 3, and 11 items shop. — [561, 1038, 687, 1092]
headline-king-wanted: A KING WANTED. — [173, 34, 253, 73]
paragraph-continuation: holders not being in touch with hide values in the market. — [970, 1166, 1099, 1182]
dateline: WASHINGTON, April 4. — [316, 138, 384, 145]
section-headline-imperial: IMPERIAL AND FOREIGN ITEMS. — [15, 626, 139, 662]
paragraph-continuation: Mr Ben Tillett, M.P. (Salford), and the Secretary of the Dock, Wharf, Riverside, and General Workers' Union, in a strong speech, declared that, failing sympathetic action, every effort should be made to reopen negotiations. — [424, 887, 550, 934]
dateline: WELLINGTON, April 5. — [728, 545, 794, 553]
credit-line: (By Cable—Press Association—Copyright.) (Australian and N.Z. Cable Association.) — [155, 110, 271, 125]
paragraph: Esmonde, who was refused permission to land in Australia or New Zealand, arrived at Vancouver last week and was allowed to land after giving an undertaking to proceed without delay to England. — [15, 581, 139, 620]
table-cell: 20.75 — [943, 637, 958, 645]
subhead: N.Z. WOOL REALISATION. — [842, 63, 952, 73]
subhead: ELDERLY MAN SUFFOCATED. — [709, 452, 813, 462]
body-text-filler — [424, 642, 550, 1583]
paragraph-continuation: Mr C. R. Clark, chairman of the Lancaster Park Board of Control, was present by invitation to confer with members of the executive. — [698, 825, 824, 857]
paragraph: Engineer-Commander Crumm Johnston, who served during the war in the battle-cruiser Australia, is claiming £4000 before the Inverness Commission, for a process of drenching ships magazines and demolishing debris in gun positions. — [15, 711, 139, 757]
table-cell: 23.85 — [943, 580, 958, 588]
